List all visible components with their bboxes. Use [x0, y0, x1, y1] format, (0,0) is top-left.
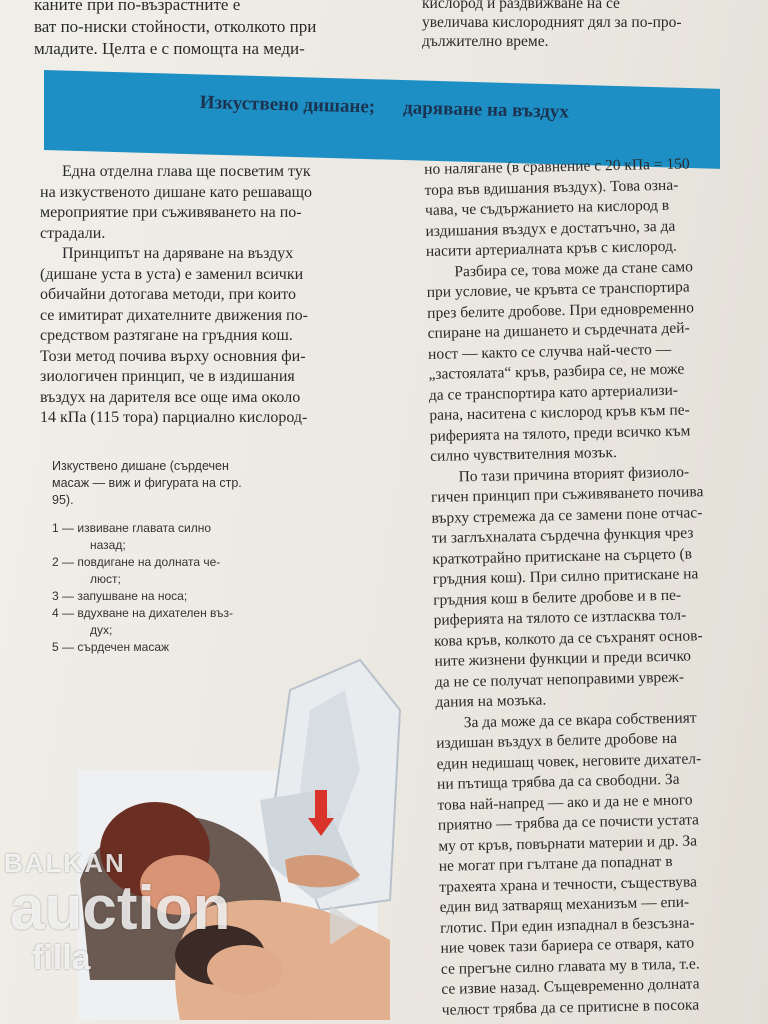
legend-text-cont: люст;: [90, 572, 121, 586]
legend-dash: —: [58, 555, 78, 569]
text-line: кислород и раздвижване на се: [422, 0, 620, 12]
text-line: но налягане (в сравнение с 20 кПа = 150: [424, 155, 690, 178]
legend-number: 1: [52, 521, 59, 535]
legend-number: 5: [52, 640, 59, 654]
legend-text: извиване главата силно: [77, 521, 212, 535]
text-line: ват по-ниски стойности, отколкото при: [34, 17, 317, 36]
text-line: обичайни дотогава методи, при които: [40, 286, 297, 303]
legend-dash: —: [58, 606, 78, 620]
text-line: ти заглъхналата сърдечна функция чрез: [431, 524, 694, 547]
text-line: върху стремежа да се замени поне отчас-: [431, 503, 703, 527]
text-line: (дишане уста в уста) е заменил всички: [40, 265, 304, 283]
text-line: зиологичен принцип, че в издишания: [40, 368, 295, 385]
text-line: дания на мозъка.: [435, 691, 547, 711]
text-line: това най-напред — ако и да не е много: [437, 791, 693, 814]
top-left-text: [34, 0, 394, 60]
text-line: кова кръв, колкото да се съхранят основ-: [433, 626, 703, 650]
text-line: ност — както се случва най-често —: [427, 340, 672, 363]
text-line: на изкуственото дишане като решаващо: [40, 183, 312, 201]
text-line: не могат при гълтане да попаднат в: [438, 852, 673, 875]
text-line: издишания въздух е достатъчно, за да: [425, 217, 676, 240]
legend-dash: —: [58, 589, 78, 603]
text-line: трахеята храна и течности, съществува: [439, 872, 698, 896]
text-line: Принципът на даряване на въздух: [62, 245, 294, 262]
text-line: един недишащ човек, неговите дихател-: [436, 749, 702, 773]
text-line: риферията на тялото се изтласква тол-: [433, 606, 687, 629]
text-line: при условие, че кръвта се транспортира: [426, 278, 690, 301]
text-line: през белите дробове. При едновременно: [427, 298, 695, 322]
text-line: По тази причина вторият физиоло-: [458, 463, 690, 485]
legend-text-cont: назад;: [90, 538, 126, 552]
legend-text: вдухване на дихателен въз-: [77, 606, 234, 620]
auction-watermark: [4, 848, 230, 978]
text-line: въздух на дарителя все още има около: [40, 388, 301, 406]
legend-item: [52, 605, 312, 622]
figure-legend: [52, 520, 312, 656]
text-line: гръдния кош в белите дробове и в пе-: [433, 586, 682, 609]
text-line: ние човек тази бариера се отваря, като: [440, 934, 695, 957]
text-line: мероприятие при съживяването на по-: [40, 204, 302, 221]
text-line: насити артериалната кръв с кислород.: [425, 237, 677, 260]
right-column-text: [424, 153, 768, 1021]
legend-text: повдигане на долната че-: [77, 555, 221, 569]
text-line: да се транспортира като артериализи-: [428, 381, 679, 404]
text-line: Този метод почива върху основния фи-: [40, 347, 306, 365]
section-title-part1: Изкуствено дишане;: [199, 92, 376, 118]
text-line: челюст трябва да се притисне в посока: [441, 995, 700, 1019]
text-line: спиране на дишането и сърдечната дей-: [427, 319, 690, 342]
text-line: силно чувствителния мозък.: [430, 444, 618, 465]
section-title-part2: даряване на въздух: [402, 97, 570, 123]
legend-dash: —: [58, 640, 78, 654]
left-column-text: [40, 162, 410, 429]
text-line: рана, наситена с кислород кръв към пе-: [429, 401, 690, 424]
text-line: риферията на тялото, преди всичко към: [429, 421, 691, 445]
watermark-line3: filla: [32, 939, 91, 977]
text-line: 95).: [52, 493, 74, 507]
figure-caption: [52, 458, 302, 509]
legend-dash: —: [58, 521, 78, 535]
text-line: тора във вдишания въздух). Това озна-: [424, 176, 679, 199]
text-line: глотис. При един изпаднал в безсъзна-: [439, 914, 695, 937]
legend-text: сърдечен масаж: [77, 640, 170, 654]
text-line: да не се получат непоправими увреж-: [434, 668, 685, 691]
legend-item: [52, 554, 312, 571]
text-line: гичен принцип при съживяването почива: [430, 483, 704, 506]
text-line: каните при по-възрастните е: [34, 0, 241, 14]
text-line: Една отделна глава ще посветим тук: [62, 163, 311, 180]
text-line: ните жизнени функции и преди всичко: [434, 647, 692, 670]
text-line: 14 кПа (115 тора) парциално кислород-: [40, 409, 308, 426]
text-line: „застоялата“ кръв, разбира се, не може: [428, 360, 685, 383]
text-line: страдали.: [40, 224, 106, 242]
text-line: средством разтягане на гръдния кош.: [40, 327, 293, 344]
text-line: приятно — трябва да се почисти устата: [437, 811, 700, 834]
legend-item: [52, 588, 312, 605]
legend-item: [52, 520, 312, 537]
text-line: се извие назад. Същевременно долната: [441, 975, 700, 998]
text-line: дължително време.: [422, 33, 549, 50]
text-line: Разбира се, това може да стане само: [454, 257, 694, 280]
text-line: му от кръв, повърнати материи и др. За: [438, 831, 698, 855]
legend-text: запушване на носа;: [77, 589, 188, 603]
text-line: младите. Целта е с помощта на меди-: [34, 39, 305, 58]
text-line: увеличава кислородният дял за по-про-: [422, 14, 682, 31]
text-line: се прегъне силно главата му в тила, т.е.: [440, 954, 700, 978]
text-line: се имитират дихателните движения по-: [40, 306, 308, 324]
text-line: Изкуствено дишане (сърдечен: [52, 459, 229, 473]
text-line: краткотрайно притискане на сърцето (в: [432, 544, 693, 568]
text-line: масаж — виж и фигурата на стр.: [52, 476, 242, 490]
text-line: ни пътища трябва да са свободни. За: [436, 770, 680, 793]
top-right-text: [422, 0, 722, 51]
text-line: чава, че съдържанието на кислород в: [424, 196, 670, 219]
text-line: гръдния кош). При силно притискане на: [432, 565, 699, 588]
watermark-line1: BALKAN: [4, 848, 126, 878]
legend-number: 4: [52, 606, 59, 620]
text-line: издишан въздух в белите дробове на: [436, 729, 678, 752]
text-line: един вид затварящ механизъм — епи-: [439, 893, 690, 916]
legend-number: 3: [52, 589, 59, 603]
watermark-line2: auction: [10, 874, 231, 943]
legend-number: 2: [52, 555, 59, 569]
legend-text-cont: дух;: [90, 623, 113, 637]
text-line: За да може да се вкара собственият: [463, 708, 697, 731]
